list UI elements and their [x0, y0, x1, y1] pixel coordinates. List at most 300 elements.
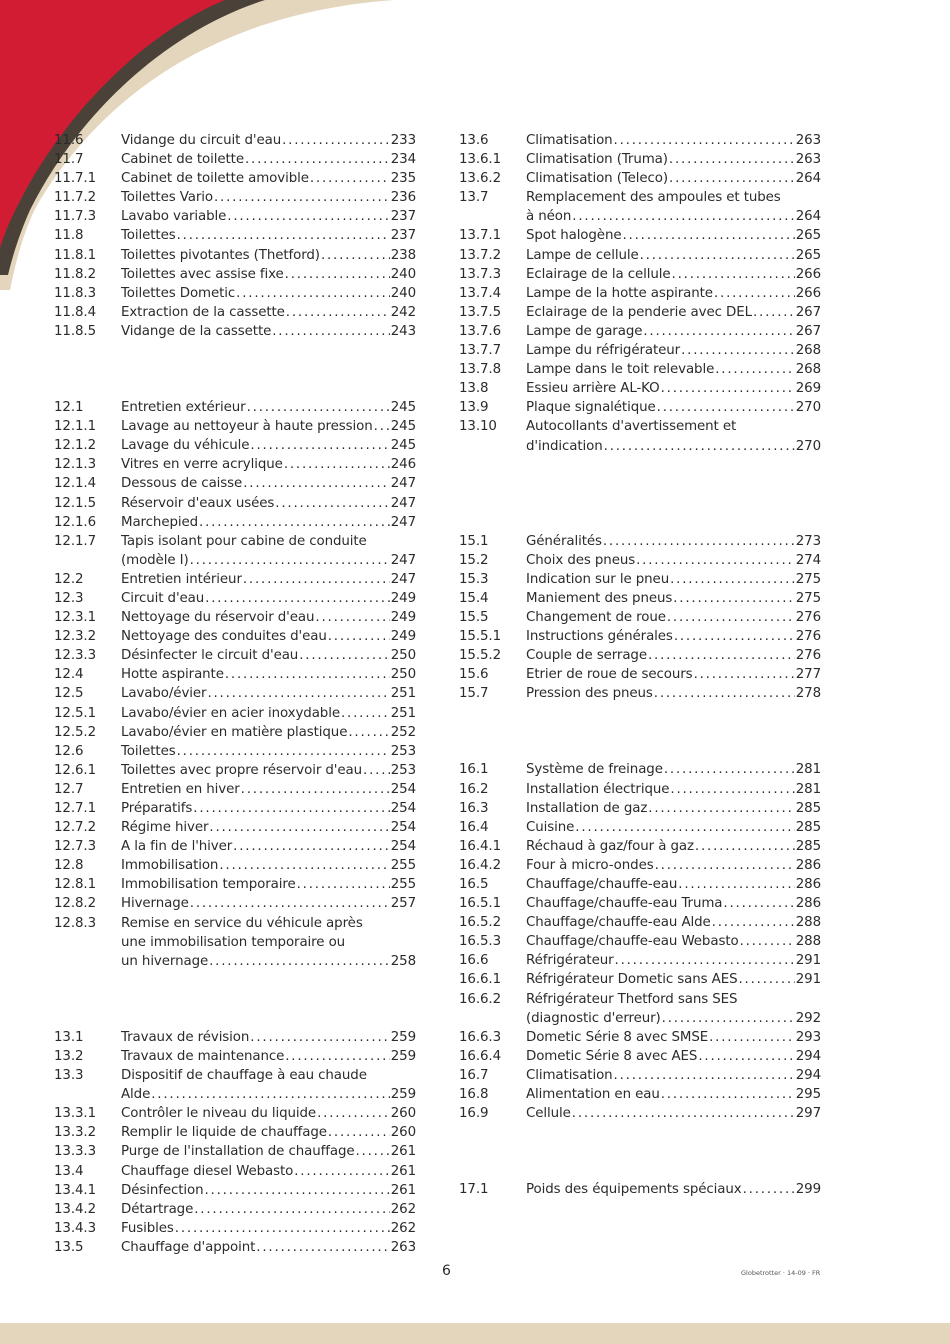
toc-entry-title: Cabinet de toilette amovible	[121, 171, 309, 187]
toc-entry-number: 11.6	[54, 133, 84, 148]
dot-leader	[753, 303, 795, 322]
toc-entry[interactable]	[459, 1085, 821, 1104]
toc-entry-number: 16.7	[459, 1067, 489, 1083]
toc-entry-page: 266	[795, 266, 821, 282]
toc-entry-page: 247	[390, 571, 416, 587]
toc-entry-number: 16.6.4	[459, 1048, 501, 1064]
toc-entry-page: 288	[795, 934, 821, 950]
toc-entry[interactable]	[54, 1142, 416, 1161]
toc-entry-number: 12.8.1	[54, 877, 96, 893]
dot-leader	[205, 589, 390, 608]
toc-entry[interactable]	[459, 322, 821, 341]
toc-entry-page: 255	[390, 858, 416, 874]
toc-entry-number: 12.7	[54, 781, 84, 797]
toc-entry-title: Toilettes pivotantes (Thetford)	[121, 247, 320, 263]
toc-entry-page: 269	[795, 381, 821, 397]
toc-entry[interactable]	[54, 1028, 416, 1047]
toc-entry-number: 12.5.1	[54, 705, 96, 721]
toc-entry-page: 260	[390, 1106, 416, 1122]
toc-entry[interactable]	[54, 322, 416, 341]
toc-entry-title: Toilettes	[121, 743, 176, 759]
dot-leader	[698, 1047, 794, 1066]
toc-entry-title: Toilettes	[121, 228, 176, 244]
toc-entry-title: Contrôler le niveau du liquide	[121, 1106, 317, 1122]
dot-leader	[294, 1162, 390, 1181]
toc-entry-page: 267	[795, 304, 821, 320]
dot-leader	[575, 818, 794, 837]
dot-leader	[205, 1181, 390, 1200]
toc-section-13	[54, 1028, 416, 1257]
toc-entry-title: Vidange de la cassette	[121, 323, 272, 339]
dot-leader	[315, 608, 389, 627]
toc-entry[interactable]	[459, 246, 821, 265]
toc-entry-number: 16.5	[459, 877, 489, 892]
toc-entry[interactable]	[54, 513, 416, 532]
dot-leader	[672, 265, 795, 284]
toc-section-15	[459, 532, 821, 704]
dot-leader	[670, 780, 794, 799]
toc-entry-page: 274	[795, 552, 821, 568]
toc-entry-page: 294	[795, 1048, 821, 1064]
dot-leader	[604, 437, 795, 456]
toc-entry-number: 12.3.2	[54, 629, 96, 645]
dot-leader	[284, 455, 390, 474]
dot-leader	[207, 684, 389, 703]
toc-entry-title: Dometic Série 8 avec AES	[526, 1048, 698, 1064]
toc-entry[interactable]	[54, 1104, 416, 1123]
toc-entry-title: Climatisation	[526, 1067, 613, 1083]
toc-entry-page: 255	[390, 877, 416, 893]
toc-entry-number: 15.7	[459, 686, 489, 702]
toc-entry-title: Lavabo/évier en matière plastique	[121, 724, 348, 740]
toc-entry-title: Lavage du véhicule	[121, 438, 250, 454]
toc-entry-page: 249	[390, 590, 416, 606]
toc-entry-title: Alde	[121, 1087, 151, 1103]
toc-entry-title: Régime hiver	[121, 820, 209, 836]
toc-entry[interactable]	[54, 474, 416, 493]
toc-entry-title: Entretien intérieur	[121, 571, 242, 587]
toc-entry-page: 254	[390, 839, 416, 855]
dot-leader	[199, 513, 390, 532]
toc-entry-number: 15.2	[459, 552, 489, 568]
toc-entry-title: Vitres en verre acrylique	[121, 457, 283, 473]
toc-entry-page: 281	[795, 762, 821, 778]
toc-entry-page: 250	[390, 648, 416, 664]
toc-entry[interactable]	[54, 589, 416, 608]
toc-entry-page: 291	[795, 972, 821, 988]
toc-entry[interactable]	[54, 169, 416, 188]
toc-entry-title: Lavabo/évier en acier inoxydable	[121, 705, 340, 721]
dot-leader	[286, 303, 390, 322]
dot-leader	[190, 551, 390, 570]
toc-entry-number: 13.7.5	[459, 304, 501, 320]
toc-entry[interactable]	[54, 914, 416, 971]
toc-entry-page: 254	[390, 820, 416, 836]
toc-entry-title: Dometic Série 8 avec SMSE	[526, 1029, 709, 1045]
toc-entry[interactable]	[459, 570, 821, 589]
dot-leader	[669, 169, 795, 188]
toc-entry[interactable]	[54, 1047, 416, 1066]
toc-entry[interactable]	[54, 398, 416, 417]
section-spacer	[459, 1123, 821, 1180]
toc-entry-number: 16.4.2	[459, 857, 501, 873]
toc-entry-title: Etrier de roue de secours	[526, 667, 693, 683]
toc-entry-page: 240	[390, 285, 416, 301]
toc-entry[interactable]	[459, 265, 821, 284]
toc-entry[interactable]	[54, 780, 416, 799]
dot-leader	[636, 551, 795, 570]
toc-entry[interactable]	[459, 970, 821, 989]
toc-entry-number: 11.8.1	[54, 247, 96, 263]
toc-entry[interactable]	[459, 417, 821, 455]
toc-entry[interactable]	[54, 627, 416, 646]
dot-leader	[572, 207, 794, 226]
toc-entry-title: Dessous de caisse	[121, 476, 243, 492]
toc-section-11	[54, 131, 416, 341]
toc-entry[interactable]	[459, 684, 821, 703]
toc-entry-number: 12.1.1	[54, 419, 96, 435]
toc-entry[interactable]	[459, 665, 821, 684]
dot-leader	[194, 1200, 390, 1219]
dot-leader	[285, 265, 390, 284]
toc-entry[interactable]	[54, 1238, 416, 1257]
toc-entry-title: Installation électrique	[526, 781, 670, 797]
section-spacer	[54, 341, 416, 398]
dot-leader	[695, 837, 795, 856]
toc-entry-number: 12.1.4	[54, 476, 96, 492]
toc-entry[interactable]	[459, 226, 821, 245]
toc-entry[interactable]	[54, 417, 416, 436]
toc-entry-number: 13.7.3	[459, 266, 501, 282]
toc-entry[interactable]	[459, 875, 821, 894]
toc-entry-title: Autocollants d'avertissement et	[526, 419, 737, 435]
toc-entry-title: (diagnostic d'erreur)	[526, 1010, 661, 1026]
toc-entry-number: 17.1	[459, 1182, 489, 1198]
dot-leader	[664, 760, 795, 779]
toc-entry-title: Cabinet de toilette	[121, 152, 244, 168]
dot-leader	[715, 360, 795, 379]
toc-entry[interactable]	[459, 856, 821, 875]
toc-entry[interactable]	[54, 284, 416, 303]
toc-entry[interactable]	[54, 436, 416, 455]
toc-entry[interactable]	[459, 341, 821, 360]
toc-entry[interactable]	[54, 1162, 416, 1181]
toc-entry[interactable]	[54, 742, 416, 761]
toc-entry[interactable]	[459, 760, 821, 779]
toc-entry-number: 16.5.3	[459, 934, 501, 950]
toc-entry-page: 275	[795, 571, 821, 587]
toc-entry-title: Lampe de la hotte aspirante	[526, 285, 713, 301]
dot-leader	[648, 799, 794, 818]
dot-leader	[655, 856, 795, 875]
document-id: Globetrotter · 14-09 · FR	[741, 1269, 821, 1277]
toc-entry[interactable]	[459, 799, 821, 818]
toc-entry[interactable]	[54, 494, 416, 513]
toc-entry[interactable]	[459, 1180, 821, 1199]
toc-entry-page: 275	[795, 590, 821, 606]
toc-entry-number: 12.1.7	[54, 533, 96, 549]
toc-entry-title: Remplacement des ampoules et tubes	[526, 190, 781, 206]
toc-entry-number: 13.7.7	[459, 343, 501, 359]
toc-entry-title: Four à micro-ondes	[526, 857, 654, 873]
toc-entry[interactable]	[54, 856, 416, 875]
toc-entry[interactable]	[54, 246, 416, 265]
toc-entry-title: Lavabo variable	[121, 209, 227, 225]
toc-entry-title: Chauffage/chauffe-eau Alde	[526, 915, 711, 931]
toc-entry-number: 11.8.4	[54, 304, 96, 320]
dot-leader	[209, 818, 389, 837]
toc-entry[interactable]	[54, 1123, 416, 1142]
toc-entry[interactable]	[459, 646, 821, 665]
toc-entry-page: 288	[795, 915, 821, 931]
toc-entry-number: 12.8.3	[54, 915, 96, 931]
toc-entry[interactable]	[459, 1104, 821, 1123]
toc-entry-number: 15.6	[459, 667, 489, 683]
dot-leader	[673, 589, 794, 608]
dot-leader	[678, 875, 794, 894]
toc-entry[interactable]	[459, 780, 821, 799]
toc-entry-page: 262	[390, 1220, 416, 1236]
toc-section-17	[459, 1180, 821, 1199]
toc-entry[interactable]	[459, 169, 821, 188]
toc-section-13b	[459, 131, 821, 456]
toc-entry[interactable]	[459, 360, 821, 379]
toc-entry-title: Lampe de garage	[526, 323, 643, 339]
toc-entry[interactable]	[459, 379, 821, 398]
toc-entry[interactable]	[54, 1200, 416, 1219]
toc-entry-title: Purge de l'installation de chauffage	[121, 1144, 355, 1160]
toc-entry[interactable]	[459, 818, 821, 837]
toc-entry-number: 11.7.2	[54, 190, 96, 206]
toc-entry[interactable]	[459, 1047, 821, 1066]
toc-entry[interactable]	[54, 723, 416, 742]
toc-entry-page: 297	[795, 1106, 821, 1122]
toc-entry[interactable]	[54, 188, 416, 207]
dot-leader	[614, 1066, 795, 1085]
toc-entry[interactable]	[54, 1066, 416, 1104]
toc-entry[interactable]	[54, 665, 416, 684]
toc-entry-page: 277	[795, 667, 821, 683]
toc-entry-number: 12.1.5	[54, 495, 96, 511]
toc-entry[interactable]	[54, 608, 416, 627]
toc-entry-title: Choix des pneus	[526, 552, 636, 568]
toc-entry-page: 257	[390, 896, 416, 912]
dot-leader	[615, 951, 795, 970]
toc-entry[interactable]	[54, 455, 416, 474]
toc-left-column	[54, 131, 416, 1257]
toc-entry-number: 13.4	[54, 1163, 84, 1179]
toc-entry-page: 285	[795, 838, 821, 854]
toc-entry[interactable]	[459, 990, 821, 1028]
toc-entry[interactable]	[459, 589, 821, 608]
toc-entry-page: 247	[390, 552, 416, 568]
toc-entry-title: Nettoyage des conduites d'eau	[121, 629, 327, 645]
dot-leader	[209, 952, 390, 971]
toc-entry-page: 265	[795, 247, 821, 263]
toc-entry-title: Désinfecter le circuit d'eau	[121, 648, 299, 664]
toc-entry-page: 268	[795, 343, 821, 359]
toc-entry-title: un hivernage	[121, 953, 209, 969]
toc-entry[interactable]	[54, 837, 416, 856]
dot-leader	[662, 1009, 795, 1028]
dot-leader	[227, 207, 389, 226]
toc-entry-number: 11.8.2	[54, 266, 96, 282]
toc-entry-number: 13.7.4	[459, 285, 501, 301]
toc-entry[interactable]	[54, 761, 416, 780]
toc-entry[interactable]	[459, 608, 821, 627]
dot-leader	[175, 1219, 390, 1238]
toc-entry[interactable]	[459, 627, 821, 646]
toc-entry[interactable]	[54, 1219, 416, 1238]
toc-entry[interactable]	[54, 1181, 416, 1200]
toc-entry[interactable]	[459, 894, 821, 913]
toc-entry-page: 293	[795, 1029, 821, 1045]
toc-entry[interactable]	[54, 570, 416, 589]
toc-entry-number: 13.10	[459, 419, 497, 435]
toc-entry-page: 249	[390, 610, 416, 626]
toc-entry[interactable]	[54, 799, 416, 818]
dot-leader	[694, 665, 795, 684]
toc-entry-number: 16.8	[459, 1087, 489, 1103]
toc-entry-page: 238	[390, 247, 416, 263]
toc-entry[interactable]	[459, 1028, 821, 1047]
toc-entry-page: 292	[795, 1010, 821, 1026]
toc-entry-number: 13.3.2	[54, 1125, 96, 1141]
toc-entry-page: 251	[390, 705, 416, 721]
toc-entry[interactable]	[459, 551, 821, 570]
toc-entry-page: 247	[390, 495, 416, 511]
toc-entry[interactable]	[54, 532, 416, 570]
dot-leader	[236, 284, 390, 303]
toc-entry-title: Circuit d'eau	[121, 590, 205, 606]
toc-entry[interactable]	[54, 131, 416, 150]
toc-entry-number: 12.1.3	[54, 457, 96, 473]
toc-entry[interactable]	[54, 875, 416, 894]
toc-entry[interactable]	[54, 150, 416, 169]
toc-entry[interactable]	[459, 1066, 821, 1085]
dot-leader	[681, 341, 795, 360]
toc-entry-title: Toilettes avec assise fixe	[121, 266, 284, 282]
toc-entry-page: 259	[390, 1087, 416, 1103]
toc-entry-page: 264	[795, 171, 821, 187]
toc-entry[interactable]	[54, 894, 416, 913]
dot-leader	[321, 246, 390, 265]
toc-entry-title: Marchepied	[121, 514, 199, 530]
toc-entry-number: 16.1	[459, 762, 489, 778]
toc-entry-number: 11.8.5	[54, 323, 96, 339]
toc-entry-page: 233	[390, 133, 416, 148]
toc-entry[interactable]	[54, 303, 416, 322]
toc-entry-number: 16.5.1	[459, 896, 501, 912]
toc-entry-number: 16.6.1	[459, 972, 501, 988]
toc-entry[interactable]	[54, 704, 416, 723]
toc-entry-title: Spot halogène	[526, 228, 622, 244]
toc-entry-title: Chauffage/chauffe-eau Webasto	[526, 934, 739, 950]
toc-entry-page: 261	[390, 1163, 416, 1179]
toc-entry-page: 240	[390, 266, 416, 282]
toc-entry[interactable]	[54, 226, 416, 245]
dot-leader	[233, 837, 390, 856]
dot-leader	[674, 627, 795, 646]
toc-entry[interactable]	[459, 837, 821, 856]
dot-leader	[657, 398, 795, 417]
toc-entry-page: 285	[795, 819, 821, 835]
dot-leader	[738, 970, 794, 989]
toc-entry-page: 294	[795, 1067, 821, 1083]
toc-entry-number: 13.4.2	[54, 1201, 96, 1217]
toc-entry-page: 243	[390, 323, 416, 339]
toc-entry[interactable]	[459, 398, 821, 417]
dot-leader	[723, 894, 794, 913]
toc-entry-page: 265	[795, 228, 821, 244]
toc-entry-page: 299	[795, 1182, 821, 1198]
toc-entry-number: 11.8.3	[54, 285, 96, 301]
toc-entry-page: 245	[390, 400, 416, 416]
dot-leader	[272, 322, 389, 341]
toc-entry[interactable]	[459, 188, 821, 226]
toc-entry-number: 12.2	[54, 571, 84, 587]
toc-entry-page: 246	[390, 457, 416, 473]
dot-leader	[219, 856, 389, 875]
toc-entry[interactable]	[459, 150, 821, 169]
toc-entry[interactable]	[459, 303, 821, 322]
toc-entry[interactable]	[459, 131, 821, 150]
toc-entry-number: 13.3.3	[54, 1144, 96, 1160]
dot-leader	[177, 226, 390, 245]
dot-leader	[709, 1028, 795, 1047]
toc-entry-title: Plaque signalétique	[526, 400, 656, 416]
toc-entry-title: Chauffage diesel Webasto	[121, 1163, 294, 1179]
dot-leader	[241, 780, 390, 799]
toc-entry-page: 259	[390, 1029, 416, 1045]
toc-entry-page: 237	[390, 209, 416, 225]
toc-entry-number: 13.7.8	[459, 362, 501, 378]
toc-entry-number: 15.1	[459, 533, 489, 549]
toc-entry-title: Tapis isolant pour cabine de conduite	[121, 533, 367, 549]
toc-entry-title: Installation de gaz	[526, 800, 648, 816]
toc-entry-title: Toilettes Dometic	[121, 285, 236, 301]
toc-entry[interactable]	[459, 932, 821, 951]
toc-entry-title: Chauffage d'appoint	[121, 1239, 256, 1255]
toc-entry[interactable]	[54, 207, 416, 226]
toc-entry-number: 13.2	[54, 1048, 84, 1064]
dot-leader	[151, 1085, 390, 1104]
toc-entry-title: Lampe dans le toit relevable	[526, 362, 715, 378]
toc-entry-title: Lavabo/évier	[121, 686, 207, 702]
toc-entry[interactable]	[459, 913, 821, 932]
dot-leader	[643, 322, 794, 341]
toc-entry-number: 13.3.1	[54, 1106, 96, 1122]
dot-leader	[603, 532, 795, 551]
toc-entry[interactable]	[54, 646, 416, 665]
toc-entry[interactable]	[54, 265, 416, 284]
toc-entry[interactable]	[459, 951, 821, 970]
toc-entry-title: Cellule	[526, 1106, 571, 1122]
toc-section-16	[459, 760, 821, 1123]
toc-entry[interactable]	[54, 684, 416, 703]
toc-entry-number: 12.5.2	[54, 724, 96, 740]
toc-entry-number: 16.4	[459, 819, 489, 835]
toc-entry-title: Réfrigérateur Dometic sans AES	[526, 972, 738, 988]
toc-entry-page: 295	[795, 1087, 821, 1103]
toc-entry-title: Instructions générales	[526, 629, 673, 645]
toc-entry[interactable]	[459, 532, 821, 551]
dot-leader	[247, 398, 390, 417]
dot-leader	[328, 627, 390, 646]
toc-entry[interactable]	[459, 284, 821, 303]
toc-entry-title: Lavage au nettoyeur à haute pression	[121, 419, 373, 435]
toc-entry[interactable]	[54, 818, 416, 837]
